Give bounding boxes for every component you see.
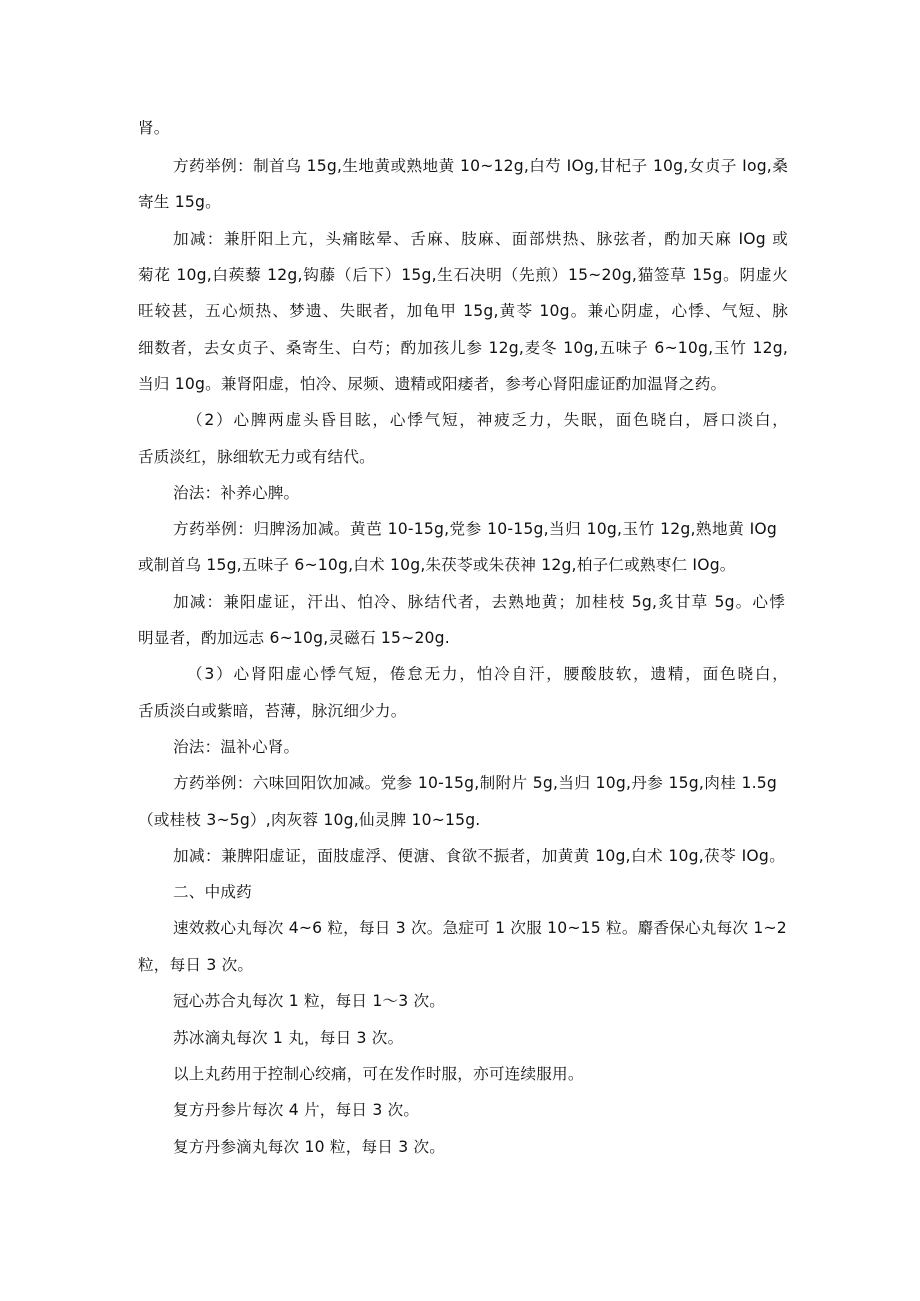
text-line: 治法：温补心肾。 bbox=[173, 738, 300, 756]
text-line: 加减：兼阳虚证，汗出、怕冷、脉结代者，去熟地黄；加桂枝 5g,炙甘草 5g。心悸 bbox=[173, 593, 785, 611]
text-line: 复方丹参片每次 4 片，每日 3 次。 bbox=[173, 1101, 420, 1119]
text-line: 加减：兼肝阳上亢，头痛眩晕、舌麻、肢麻、面部烘热、脉弦者，酌加天麻 IOg 或 bbox=[173, 230, 788, 248]
text-line: 加减：兼脾阳虚证，面肢虚浮、便溏、食欲不振者，加黄黄 10g,白术 10g,茯苓 IOg。 bbox=[173, 847, 785, 865]
text-line: 舌质淡红，脉细软无力或有结代。 bbox=[138, 448, 375, 466]
text-line: 粒，每日 3 次。 bbox=[138, 956, 254, 974]
text-line: 或制首乌 15g,五味子 6~10g,白术 10g,朱茯苓或朱茯神 12g,柏子仁或熟枣仁 IOg。 bbox=[138, 556, 736, 574]
text-line: 旺较甚，五心烦热、梦遗、失眠者，加龟甲 15g,黄苓 10g。兼心阴虚，心悸、气短、脉 bbox=[138, 302, 788, 320]
text-line: 菊花 10g,白蒺藜 12g,钩藤（后下）15g,生石决明（先煎）15~20g,猫签草 15g。阴虚火 bbox=[138, 266, 788, 284]
text-line: 冠心苏合丸每次 1 粒，每日 1～3 次。 bbox=[173, 992, 446, 1010]
text-line: 明显者，酌加远志 6~10g,灵磁石 15~20g. bbox=[138, 629, 450, 647]
text-line: 方药举例：归脾汤加减。黄芭 10-15g,党参 10-15g,当归 10g,玉竹 12g,熟地黄 IOg bbox=[173, 520, 777, 538]
text-line: 当归 10g。兼肾阳虚，怕冷、尿频、遗精或阳痿者，参考心肾阳虚证酌加温肾之药。 bbox=[138, 375, 727, 393]
text-line: 以上丸药用于控制心绞痛，可在发作时服，亦可连续服用。 bbox=[173, 1065, 584, 1083]
text-line: （2）心脾两虚头昏目眩，心悸气短，神疲乏力，失眠，面色晓白，唇口淡白， bbox=[187, 411, 788, 429]
text-line: 复方丹参滴丸每次 10 粒，每日 3 次。 bbox=[173, 1138, 446, 1156]
text-line: （3）心肾阳虚心悸气短，倦怠无力，怕冷自汗，腰酸肢软，遗精，面色晓白， bbox=[187, 665, 788, 683]
text-line: （或桂枝 3~5g）,肉灰蓉 10g,仙灵脾 10~15g. bbox=[138, 811, 481, 829]
text-line: 速效救心丸每次 4~6 粒，每日 3 次。急症可 1 次服 10~15 粒。麝香保心丸每次 1~2 bbox=[173, 919, 787, 937]
text-line: 细数者，去女贞子、桑寄生、白芍；酌加孩儿参 12g,麦冬 10g,五味子 6~10g,玉竹 12g, bbox=[138, 339, 788, 357]
text-line: 方药举例：六味回阳饮加减。党参 10-15g,制附片 5g,当归 10g,丹参 15g,肉桂 1.5g bbox=[173, 774, 777, 792]
text-line: 治法：补养心脾。 bbox=[173, 484, 300, 502]
text-line: 寄生 15g。 bbox=[138, 193, 221, 211]
text-line: 肾。 bbox=[138, 119, 170, 137]
text-line: 舌质淡白或紫暗，苔薄，脉沉细少力。 bbox=[138, 702, 407, 720]
text-line: 方药举例：制首乌 15g,生地黄或熟地黄 10~12g,白芍 IOg,甘杞子 10g,女贞子 Iog,桑 bbox=[173, 157, 788, 175]
section-heading: 二、中成药 bbox=[173, 883, 252, 901]
text-line: 苏冰滴丸每次 1 丸，每日 3 次。 bbox=[173, 1029, 404, 1047]
